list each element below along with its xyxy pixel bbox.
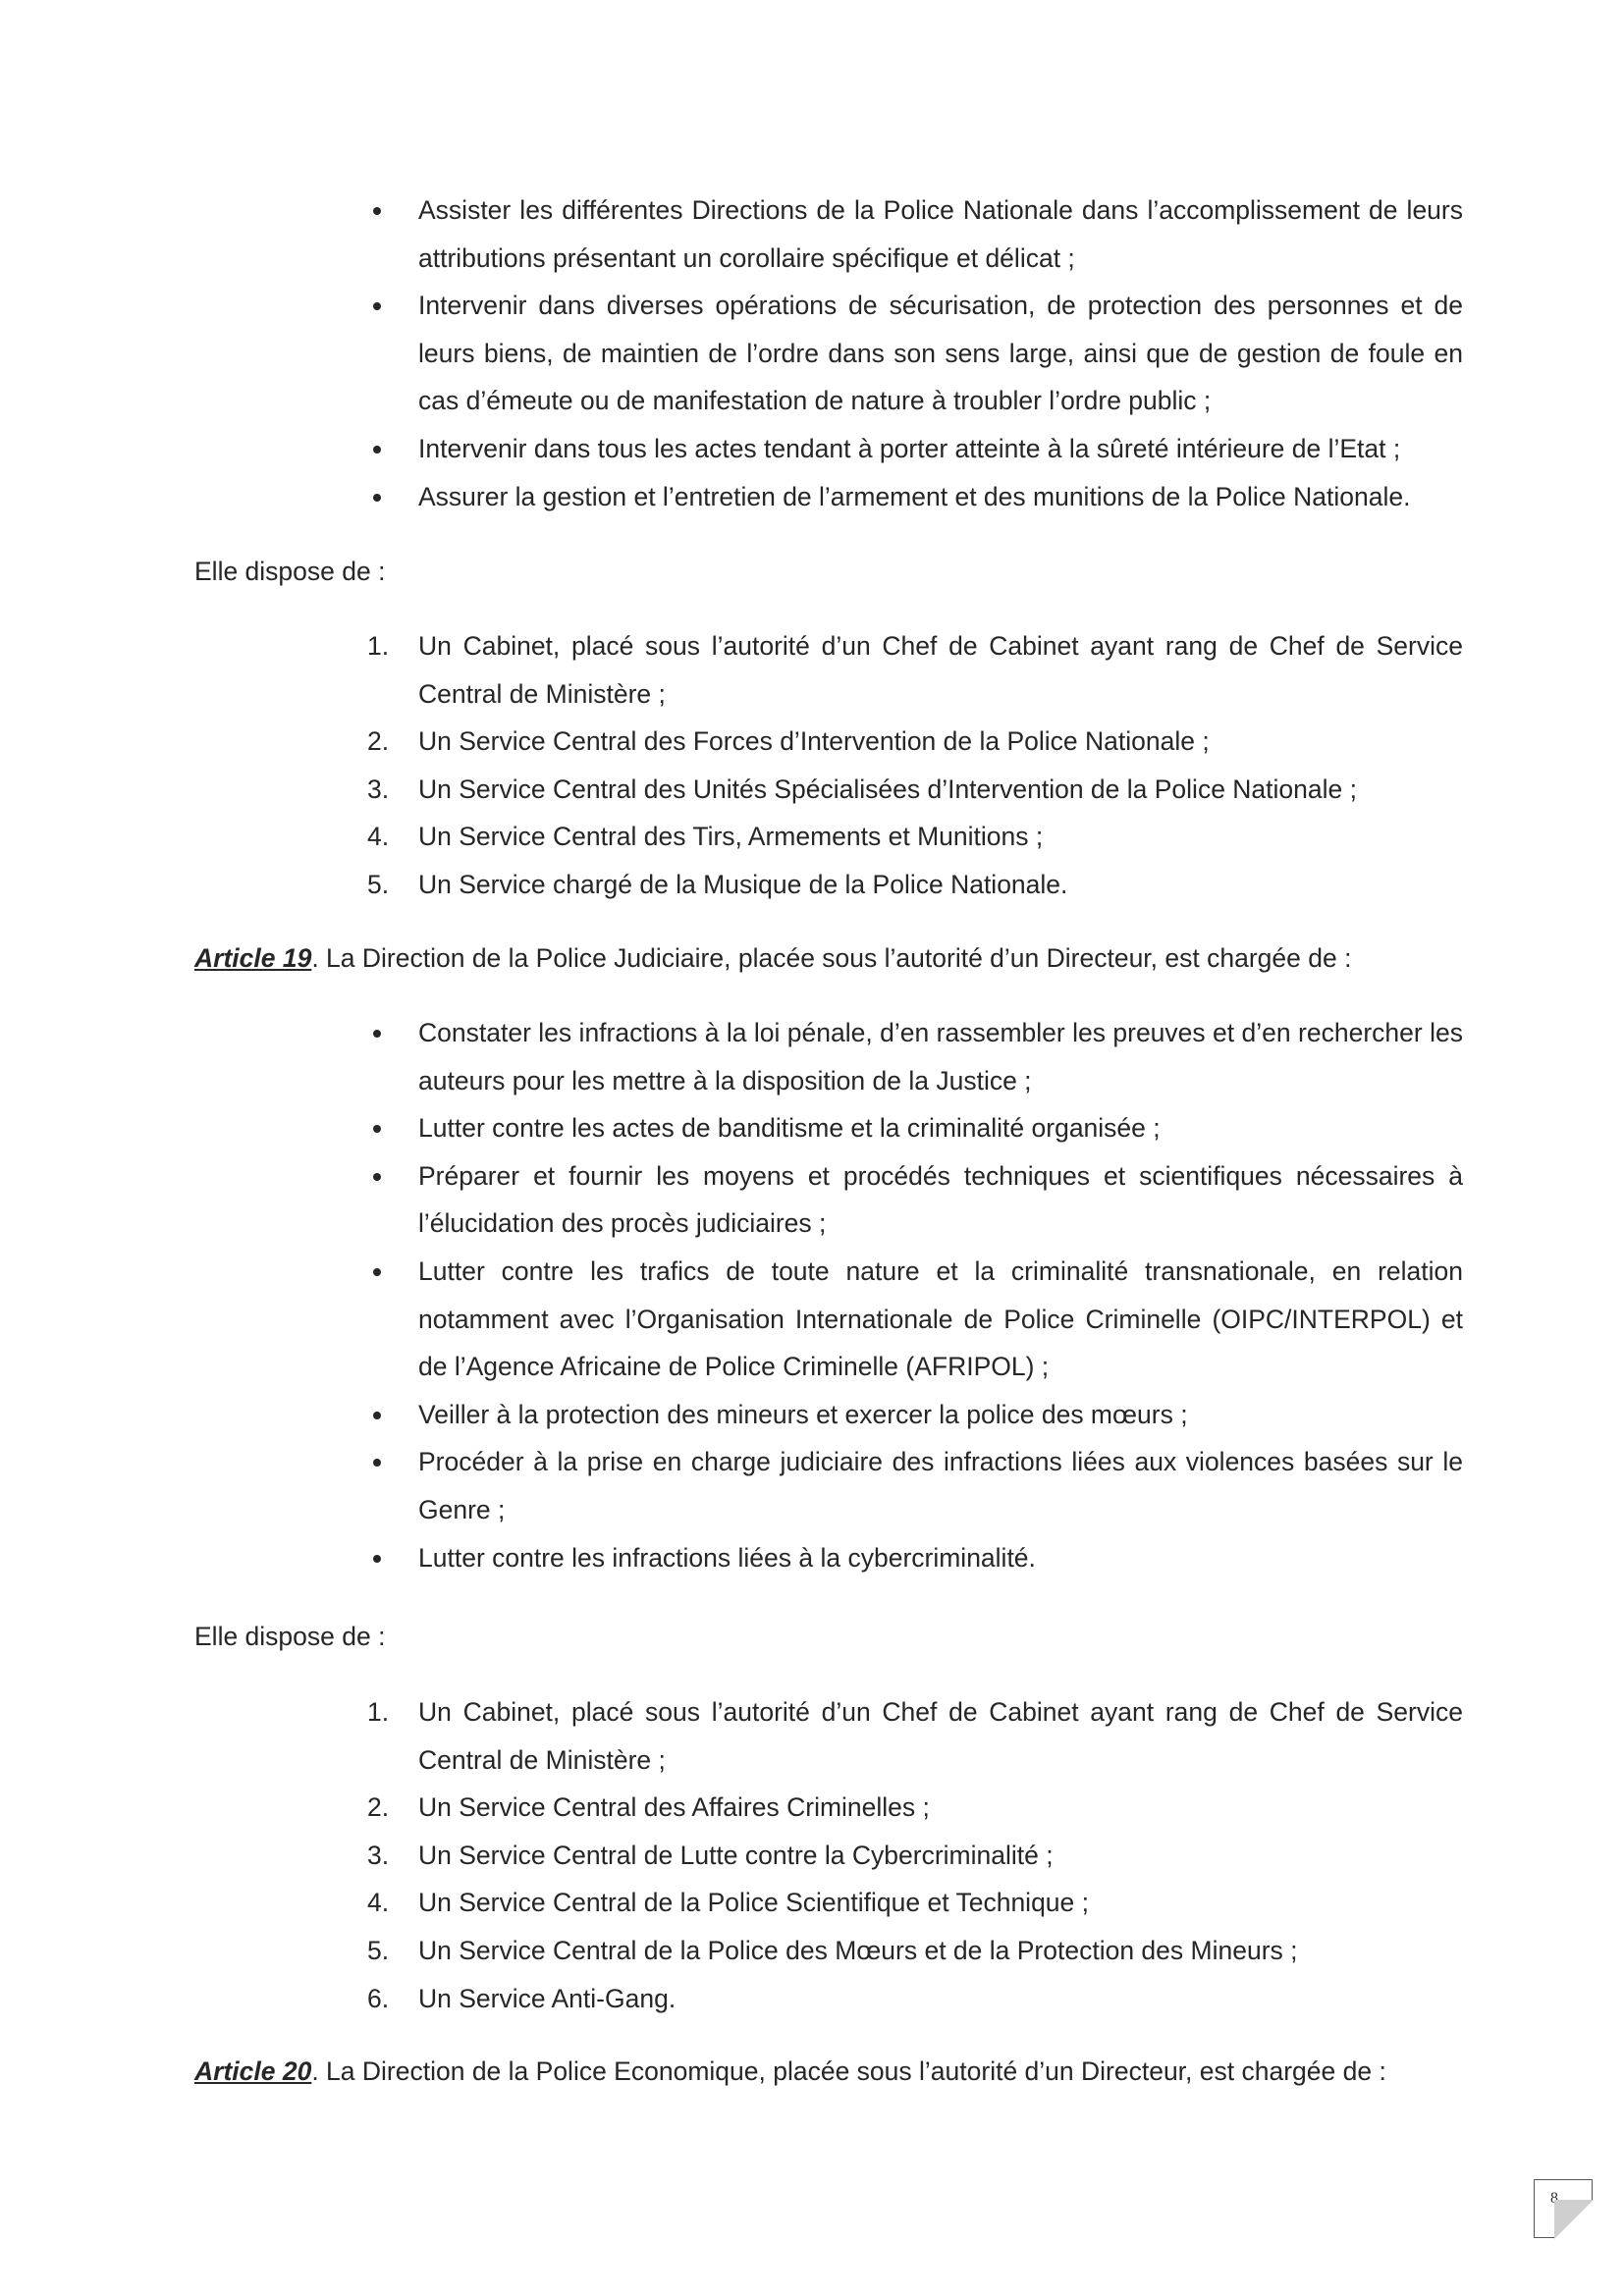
list-item: Lutter contre les infractions liées à la cybercriminalité. bbox=[0, 1534, 1463, 1582]
bullet-list-section-a bbox=[0, 187, 1463, 520]
bullet-icon bbox=[373, 1030, 381, 1038]
bullet-icon bbox=[373, 1459, 381, 1467]
list-item: 3. Un Service Central de Lutte contre la Cybercriminalité ; bbox=[367, 1840, 1054, 1870]
list-item: 1. Un Cabinet, placé sous l’autorité d’un Chef de Cabinet ayant rang de Chef de Service Central de Ministère ; bbox=[367, 631, 1463, 709]
bullet-icon bbox=[373, 1412, 381, 1419]
list-item: Intervenir dans tous les actes tendant à porter atteinte à la sûreté intérieure de l’Etat ; bbox=[0, 425, 1463, 473]
list-item: Intervenir dans diverses opérations de sécurisation, de protection des personnes et de leurs biens, de maintien de l’ordre dans son sens large, ainsi que de gestion de foule en cas d’émeute ou de manifestation de nature à troubler l’ordre public ; bbox=[0, 282, 1463, 425]
page-number: 8 bbox=[1550, 2190, 1558, 2207]
list-item: Veiller à la protection des mineurs et exercer la police des mœurs ; bbox=[0, 1391, 1463, 1439]
bullet-icon bbox=[373, 207, 381, 215]
numbered-list-section-a bbox=[0, 622, 1463, 909]
article-label: Article 19 bbox=[194, 943, 312, 973]
bullet-icon bbox=[373, 446, 381, 454]
list-item: Constater les infractions à la loi pénale, d’en rassembler les preuves et d’en rechercher les auteurs pour les mettre à la disposition de la Justice ; bbox=[0, 1009, 1463, 1104]
dispose-label: Elle dispose de : bbox=[194, 1622, 386, 1651]
dispose-label: Elle dispose de : bbox=[194, 557, 386, 586]
list-item: 2. Un Service Central des Forces d’Intervention de la Police Nationale ; bbox=[367, 726, 1210, 757]
list-item: Assister les différentes Directions de la Police Nationale dans l’accomplissement de leurs attributions présentant un corollaire spécifique et délicat ; bbox=[0, 187, 1463, 282]
bullet-icon bbox=[373, 1555, 381, 1563]
bullet-list-article-19 bbox=[0, 1009, 1463, 1581]
page-number-box bbox=[1534, 2179, 1593, 2238]
bullet-icon bbox=[373, 1268, 381, 1276]
list-item: Procéder à la prise en charge judiciaire des infractions liées aux violences basées sur le Genre ; bbox=[0, 1438, 1463, 1533]
list-item: Assurer la gestion et l’entretien de l’armement et des munitions de la Police Nationale. bbox=[0, 473, 1463, 521]
list-item: 1. Un Cabinet, placé sous l’autorité d’un Chef de Cabinet ayant rang de Chef de Service Central de Ministère ; bbox=[367, 1697, 1463, 1775]
article-19-heading: Article 19. La Direction de la Police Judiciaire, placée sous l’autorité d’un Directeur, est chargée de : bbox=[194, 943, 1352, 973]
bullet-icon bbox=[373, 302, 381, 310]
bullet-icon bbox=[373, 1173, 381, 1181]
list-item: 4. Un Service Central de la Police Scientifique et Technique ; bbox=[367, 1888, 1090, 1918]
list-item: 4. Un Service Central des Tirs, Armements et Munitions ; bbox=[367, 822, 1044, 852]
bullet-icon bbox=[373, 494, 381, 502]
list-item: 3. Un Service Central des Unités Spécialisées d’Intervention de la Police Nationale ; bbox=[367, 774, 1357, 804]
list-item: 5. Un Service chargé de la Musique de la Police Nationale. bbox=[367, 869, 1068, 899]
list-item: Lutter contre les actes de banditisme et la criminalité organisée ; bbox=[0, 1104, 1463, 1152]
list-item: 5. Un Service Central de la Police des Mœurs et de la Protection des Mineurs ; bbox=[367, 1935, 1298, 1965]
list-item: 6. Un Service Anti-Gang. bbox=[367, 1983, 677, 2013]
list-item: Lutter contre les trafics de toute nature et la criminalité transnationale, en relation notamment avec l’Organisation Internationale de Police Criminelle (OIPC/INTERPOL) et de l’Agence Africaine de Police Criminelle (AFRIPOL) ; bbox=[0, 1248, 1463, 1391]
article-20-heading: Article 20. La Direction de la Police Economique, placée sous l’autorité d’un Directeur, est chargée de : bbox=[194, 2056, 1386, 2086]
article-label: Article 20 bbox=[194, 2056, 312, 2086]
folded-corner-icon bbox=[1554, 2200, 1594, 2239]
bullet-icon bbox=[373, 1125, 381, 1133]
numbered-list-article-19 bbox=[0, 1688, 1463, 2022]
list-item: 2. Un Service Central des Affaires Criminelles ; bbox=[367, 1792, 930, 1823]
list-item: Préparer et fournir les moyens et procédés techniques et scientifiques nécessaires à l’élucidation des procès judiciaires ; bbox=[0, 1152, 1463, 1248]
